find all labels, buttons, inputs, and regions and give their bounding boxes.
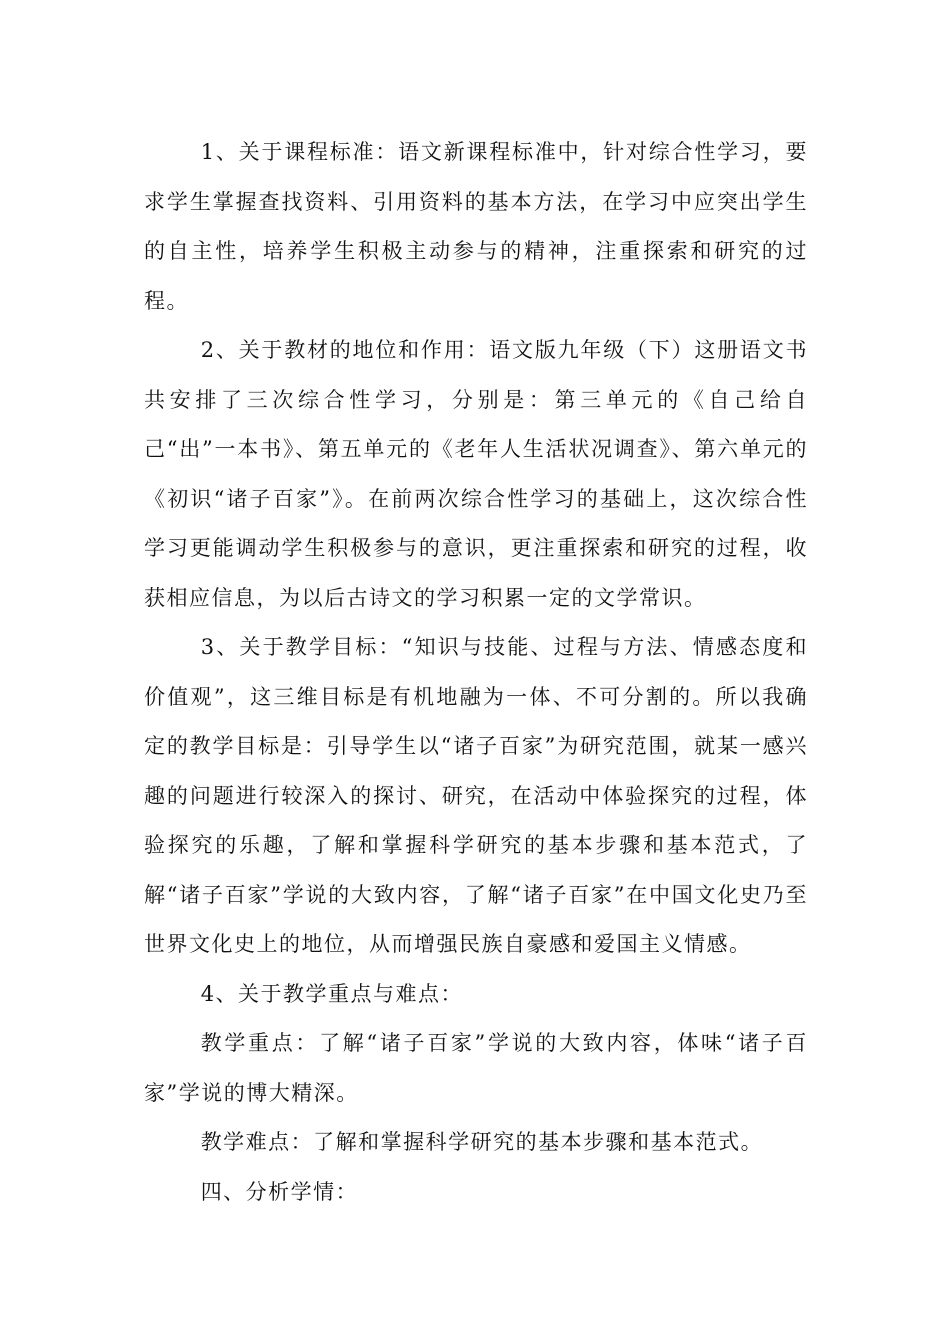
paragraph-teaching-goals: 3、关于教学目标：“知识与技能、过程与方法、情感态度和价值观”，这三维目标是有机地融为一体、不可分割的。所以我确定的教学目标是：引导学生以“诸子百家”为研究范围，就某一感兴趣的问题进行较深入的探讨、研究，在活动中体验探究的过程，体验探究的乐趣，了解和掌握科学研究的基本步骤和基本范式，了解“诸子百家”学说的大致内容，了解“诸子百家”在中国文化史乃至世界文化史上的地位，从而增强民族自豪感和爱国主义情感。	[144, 635, 808, 956]
paragraph-textbook-role: 2、关于教材的地位和作用：语文版九年级（下）这册语文书共安排了三次综合性学习，分别是：第三单元的《自己给自己“出”一本书》、第五单元的《老年人生活状况调查》、第六单元的《初识“诸子百家”》。在前两次综合性学习的基础上，这次综合性学习更能调动学生积极参与的意识，更注重探索和研究的过程，收获相应信息，为以后古诗文的学习积累一定的文学常识。	[144, 338, 808, 610]
paragraph-key-points-heading: 4、关于教学重点与难点：	[200, 981, 464, 1006]
paragraph-course-standard: 1、关于课程标准：语文新课程标准中，针对综合性学习，要求学生掌握查找资料、引用资料的基本方法，在学习中应突出学生的自主性，培养学生积极主动参与的精神，注重探索和研究的过程。	[144, 140, 808, 313]
section-heading-learner-analysis: 四、分析学情：	[200, 1179, 359, 1204]
paragraph-difficult-point: 教学难点：了解和掌握科学研究的基本步骤和基本范式。	[200, 1130, 764, 1154]
paragraph-key-point: 教学重点：了解“诸子百家”学说的大致内容，体味“诸子百家”学说的博大精深。	[144, 1031, 808, 1105]
document-body	[144, 128, 808, 1217]
